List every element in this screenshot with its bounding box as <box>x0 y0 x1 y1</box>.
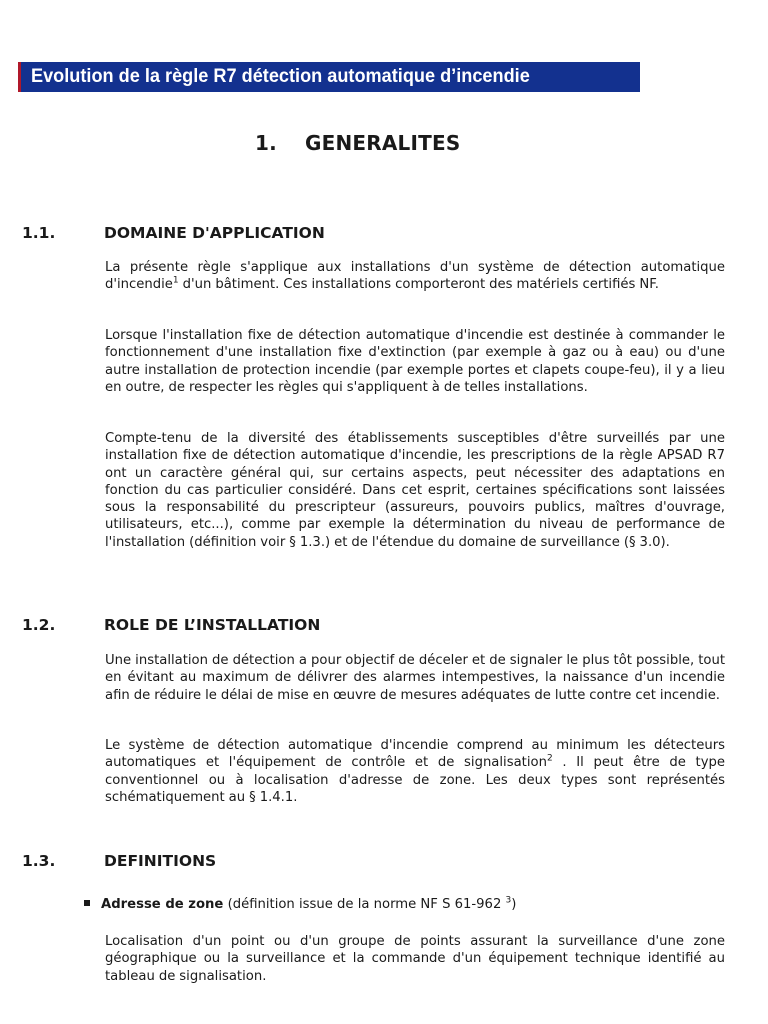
footnote-marker: 2 <box>546 753 553 764</box>
section-number: 1.3. <box>22 852 56 870</box>
footnote-marker: 3 <box>505 895 512 906</box>
section-number: 1.1. <box>22 224 56 242</box>
banner-title: Evolution de la règle R7 détection automatique d’incendie <box>31 65 530 87</box>
paragraph: Localisation d'un point ou d'un groupe de points assurant la surveillance d'une zone géographique ou la surveillance et la commande d'un équipement technique identifié au tableau de signalisation. <box>105 934 725 984</box>
paragraph-text: . Il peut être de type conventionnel ou à localisation d'adresse de zone. Les deux types sont représentés schématiquement au § 1.4.1. <box>105 755 725 805</box>
section-title: DEFINITIONS <box>104 852 217 870</box>
bullet-square-icon <box>84 900 90 906</box>
chapter-heading <box>255 131 460 155</box>
section-title: DOMAINE D'APPLICATION <box>104 224 325 242</box>
paragraph-text: Le système de détection automatique d'incendie comprend au minimum les détecteurs automatiques et l'équipement de contrôle et de signalisation <box>105 738 725 771</box>
paragraph <box>105 737 725 806</box>
section-heading <box>22 852 216 870</box>
paragraph <box>105 259 725 294</box>
section-heading <box>22 224 325 242</box>
chapter-title: GENERALITES <box>305 131 461 155</box>
section-heading <box>22 616 320 634</box>
definition-closing: ) <box>511 897 517 912</box>
paragraph: Une installation de détection a pour objectif de déceler et de signaler le plus tôt possible, tout en évitant au maximum de délivrer des alarmes intempestives, la naissance d'un incendie afin de réduire le délai de mise en œuvre de mesures adéquates de lutte contre cet incendie. <box>105 653 725 703</box>
paragraph: Compte-tenu de la diversité des établissements susceptibles d'être surveillés par une installation fixe de détection automatique d'incendie, les prescriptions de la règle APSAD R7 ont un caractère général qui, sur certains aspects, peut nécessiter des adaptations en fonction du cas particulier considéré. Dans cet esprit, certaines spécifications sont laissées sous la responsabilité du prescripteur (assureurs, pouvoirs publics, maîtres d'ouvrage, utilisateurs, etc...), comme par exemple la détermination du niveau de performance de l'installation (définition voir § 1.3.) et de l'étendue du domaine de surveillance (§ 3.0). <box>105 431 725 550</box>
section-title: ROLE DE L’INSTALLATION <box>104 616 321 634</box>
paragraph-text: La présente règle s'applique aux installations d'un système de détection automatique d'incendie <box>105 260 725 293</box>
chapter-number: 1. <box>255 131 277 155</box>
document-banner <box>18 62 640 92</box>
section-number: 1.2. <box>22 616 56 634</box>
footnote-marker: 1 <box>172 275 179 286</box>
definition-bullet <box>84 897 516 912</box>
paragraph-text: d'un bâtiment. Ces installations comporteront des matériels certifiés NF. <box>178 277 659 293</box>
definition-term: Adresse de zone <box>101 897 224 912</box>
paragraph: Lorsque l'installation fixe de détection automatique d'incendie est destinée à commander le fonctionnement d'une installation fixe d'extinction (par exemple à gaz ou à eau) ou d'une autre installation de protection incendie (par exemple portes et clapets coupe-feu), il y a lieu en outre, de respecter les règles qui s'appliquent à de telles installations. <box>105 328 725 395</box>
definition-qualifier: (définition issue de la norme NF S 61-962 <box>223 897 502 912</box>
